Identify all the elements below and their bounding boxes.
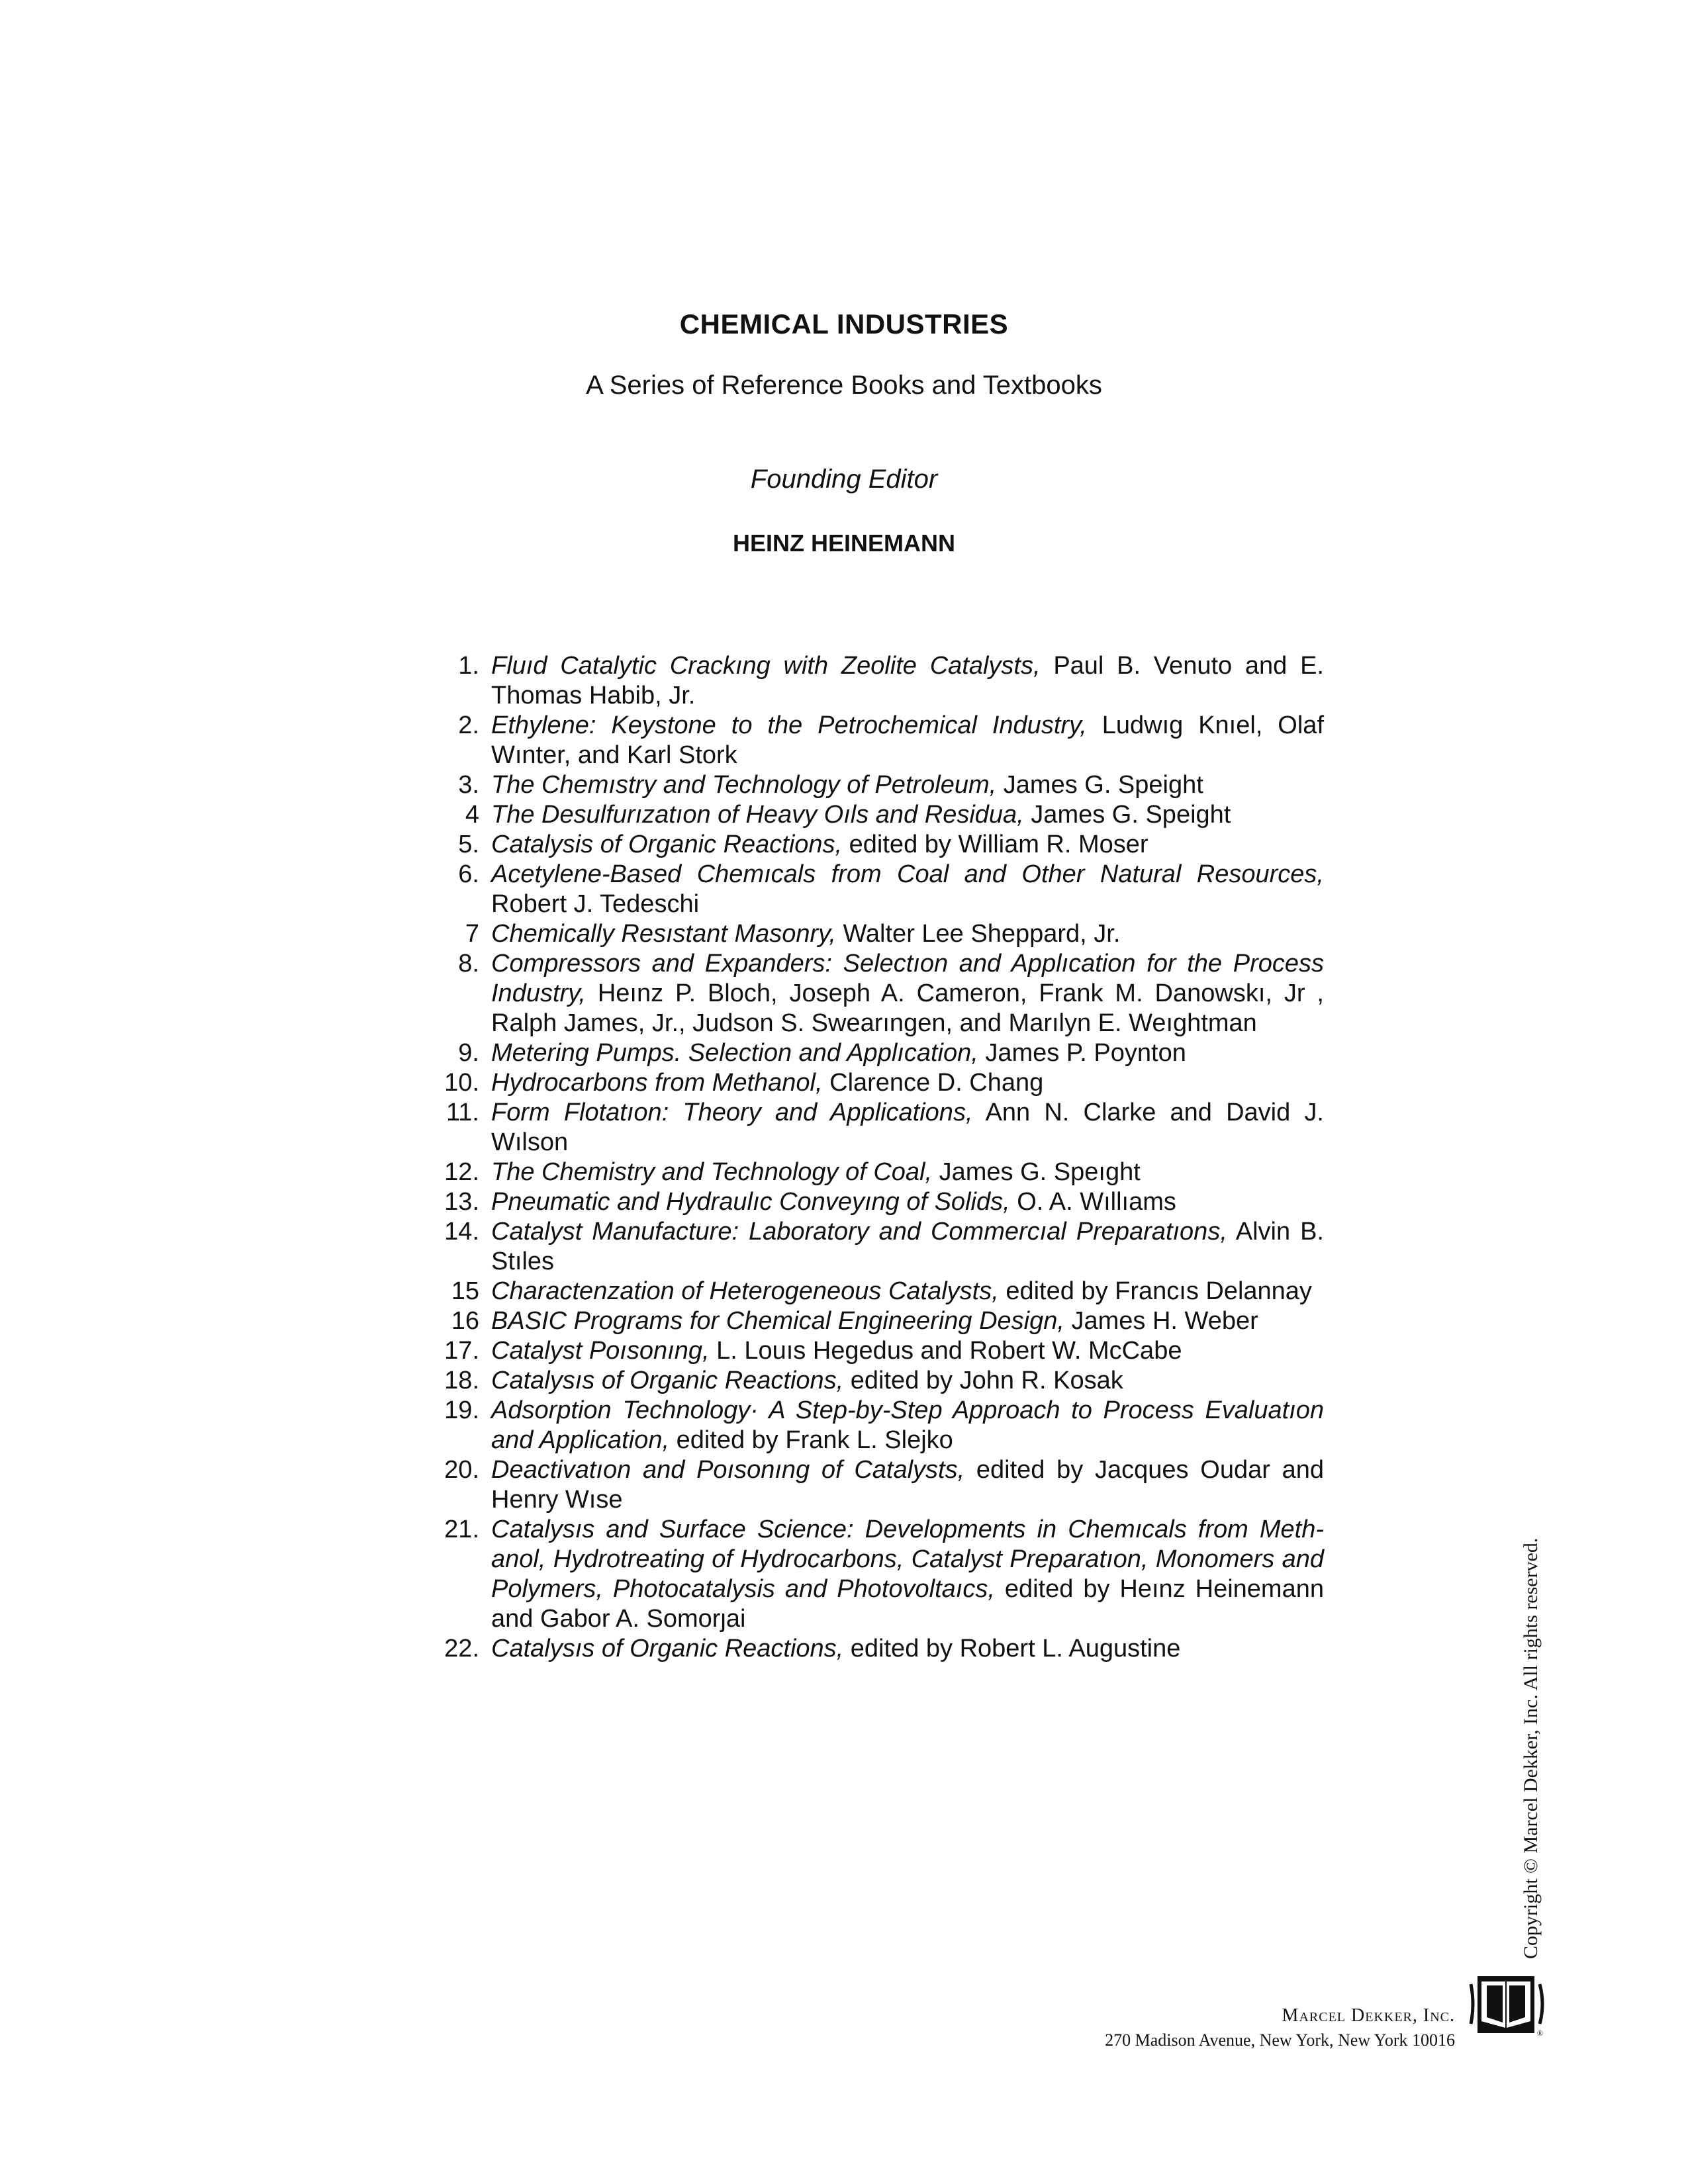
book-number: 18. [444,1367,479,1394]
book-authors: edited by Jacques Oudar and Henry Wıse [491,1456,1324,1514]
book-title: The Chemistry and Technology of Coal, [491,1158,933,1186]
book-entry [491,770,1324,800]
book-authors: Robert J. Tedeschi [491,890,700,918]
book-authors: Ludwıg Knıel, Olaf Wınter, and Karl Stork [491,711,1324,769]
book-number: 5. [458,831,479,858]
book-entry [491,1455,1324,1515]
book-title: BASIC Programs for Chemical Engineering Design, [491,1307,1064,1335]
book-number: 20. [444,1456,479,1484]
publisher-address: 270 Madison Avenue, New York, New York 10016 [1105,2030,1455,2050]
registered-mark: ® [1537,2028,1544,2037]
book-list-item [424,1038,1324,1068]
book-list-item [424,1098,1324,1158]
book-entry [491,800,1324,830]
book-list-item [424,1634,1324,1664]
book-authors: edited by Frank L. Slejko [669,1426,953,1454]
book-title: Hydrocarbons from Methanol, [491,1069,823,1097]
book-authors: James G. Speıght [932,1158,1141,1186]
book-authors: Heınz P. Bloch, Joseph A. Cameron, Frank M. Danowskı, Jr , Ralph James, Jr., Judson S. Swearıngen, and Marılyn E. Weıghtman [491,979,1324,1037]
book-authors: edited by Robert L. Augustine [843,1635,1181,1662]
book-title: Form Flotatıon: Theory and Applications, [491,1099,973,1126]
book-list-item [424,860,1324,919]
series-title: CHEMICAL INDUSTRIES [679,308,1009,340]
book-number: 3. [458,771,479,799]
book-number: 19. [444,1396,479,1424]
editor-name: HEINZ HEINEMANN [732,529,955,557]
book-title: Catalyst Poısonıng, [491,1337,710,1365]
book-entry [491,1158,1324,1187]
book-list-item [424,1158,1324,1187]
book-entry [491,711,1324,770]
book-title: Catalysıs of Organic Reactions, [491,1367,844,1394]
book-title: Charactenzation of Heterogeneous Catalysts, [491,1277,999,1305]
book-list-item [424,770,1324,800]
book-authors: Clarence D. Chang [822,1069,1044,1097]
book-number: 22. [444,1635,479,1662]
book-title: The Chemıstry and Technology of Petroleum, [491,771,997,799]
book-entry [491,1634,1324,1664]
book-title: Catalysıs and Surface Science: Developments in Chemıcals from Meth-anol, Hydrotreating of Hydrocarbons, Catalyst Preparatıon, Monomers and Polymers, Photocatalysis and Photovoltaıcs, [491,1516,1324,1603]
editor-role: Founding Editor [750,465,938,494]
book-entry [491,949,1324,1038]
book-authors: L. Louıs Hegedus and Robert W. McCabe [709,1337,1182,1365]
book-authors: Alvin B. Stıles [491,1218,1324,1275]
book-list-item [424,1068,1324,1098]
book-number: 21. [444,1516,479,1543]
book-number: 16 [451,1307,479,1335]
book-authors: edited by John R. Kosak [843,1367,1123,1394]
book-entry [491,1396,1324,1455]
book-entry [491,830,1324,860]
book-entry [491,1217,1324,1277]
book-list-item [424,1396,1324,1455]
book-number: 12. [444,1158,479,1186]
book-number: 11. [445,1099,479,1126]
book-number: 10. [444,1069,479,1097]
book-entry [491,1515,1324,1634]
publisher-logo-icon [1468,1971,1548,2037]
book-list [424,651,1324,1664]
book-title: Acetylene-Based Chemıcals from Coal and Other Natural Resources, [491,860,1324,888]
book-number: 8. [458,950,479,978]
book-title: Pneumatic and Hydraulıc Conveyıng of Solids, [491,1188,1010,1216]
book-title: Metering Pumps. Selection and Applıcation, [491,1039,978,1067]
book-title: Chemically Resıstant Masonry, [491,920,836,948]
book-list-item [424,830,1324,860]
book-authors: Paul B. Venuto and E. Thomas Habib, Jr. [491,652,1324,709]
book-entry [491,1277,1324,1306]
book-entry [491,651,1324,711]
book-entry [491,1336,1324,1366]
series-subtitle: A Series of Reference Books and Textbooks [586,371,1102,400]
book-entry [491,1306,1324,1336]
book-authors: James G. Speight [996,771,1203,799]
book-list-item [424,800,1324,830]
book-authors: edited by William R. Moser [842,831,1149,858]
book-authors: Ann N. Clarke and David J. Wılson [491,1099,1324,1156]
book-title: Fluıd Catalytic Crackıng with Zeolite Catalysts, [491,652,1041,680]
book-list-item [424,1187,1324,1217]
book-entry [491,1366,1324,1396]
book-authors: James H. Weber [1064,1307,1258,1335]
book-title: Catalysis of Organic Reactions, [491,831,843,858]
book-list-item [424,1366,1324,1396]
book-list-item [424,919,1324,949]
book-number: 7 [465,920,479,948]
book-number: 17. [444,1337,479,1365]
book-number: 1. [458,652,479,680]
copyright-notice: Copyright © Marcel Dekker, Inc. All rights reserved. [1520,1537,1542,1959]
book-number: 14. [444,1218,479,1246]
book-list-item [424,1455,1324,1515]
book-list-item [424,1515,1324,1634]
book-entry [491,919,1324,949]
book-entry [491,860,1324,919]
book-number: 9. [458,1039,479,1067]
book-title: The Desulfurızatıon of Heavy Oıls and Residua, [491,801,1024,829]
book-number: 4 [465,801,479,829]
book-number: 2. [458,711,479,739]
book-title: Adsorption Technology· A Step-by-Step Approach to Process Evaluatıon and Application, [491,1396,1324,1454]
book-number: 6. [458,860,479,888]
book-list-item [424,1217,1324,1277]
book-authors: James P. Poynton [978,1039,1186,1067]
book-authors: Walter Lee Sheppard, Jr. [835,920,1121,948]
book-list-item [424,651,1324,711]
book-entry [491,1187,1324,1217]
book-title: Catalyst Manufacture: Laboratory and Commercıal Preparatıons, [491,1218,1227,1246]
book-list-item [424,1306,1324,1336]
book-list-item [424,1277,1324,1306]
book-entry [491,1098,1324,1158]
book-list-item [424,711,1324,770]
book-number: 13. [444,1188,479,1216]
book-entry [491,1038,1324,1068]
book-title: Ethylene: Keystone to the Petrochemical Industry, [491,711,1087,739]
book-title: Deactivatıon and Poısonıng of Catalysts, [491,1456,965,1484]
book-title: Catalysıs of Organic Reactions, [491,1635,844,1662]
book-entry [491,1068,1324,1098]
book-number: 15 [451,1277,479,1305]
book-authors: edited by Heınz Heinemann and Gabor A. Somorȷai [491,1575,1324,1633]
publisher-name: Marcel Dekker, Inc. [1282,2005,1455,2026]
book-authors: O. A. Wıllıams [1009,1188,1176,1216]
book-authors: edited by Francıs Delannay [998,1277,1312,1305]
book-list-item [424,1336,1324,1366]
book-authors: James G. Speight [1023,801,1231,829]
book-list-item [424,949,1324,1038]
book-title: Compressors and Expanders: Selectıon and Applıcation for the Process Industry, [491,950,1324,1007]
